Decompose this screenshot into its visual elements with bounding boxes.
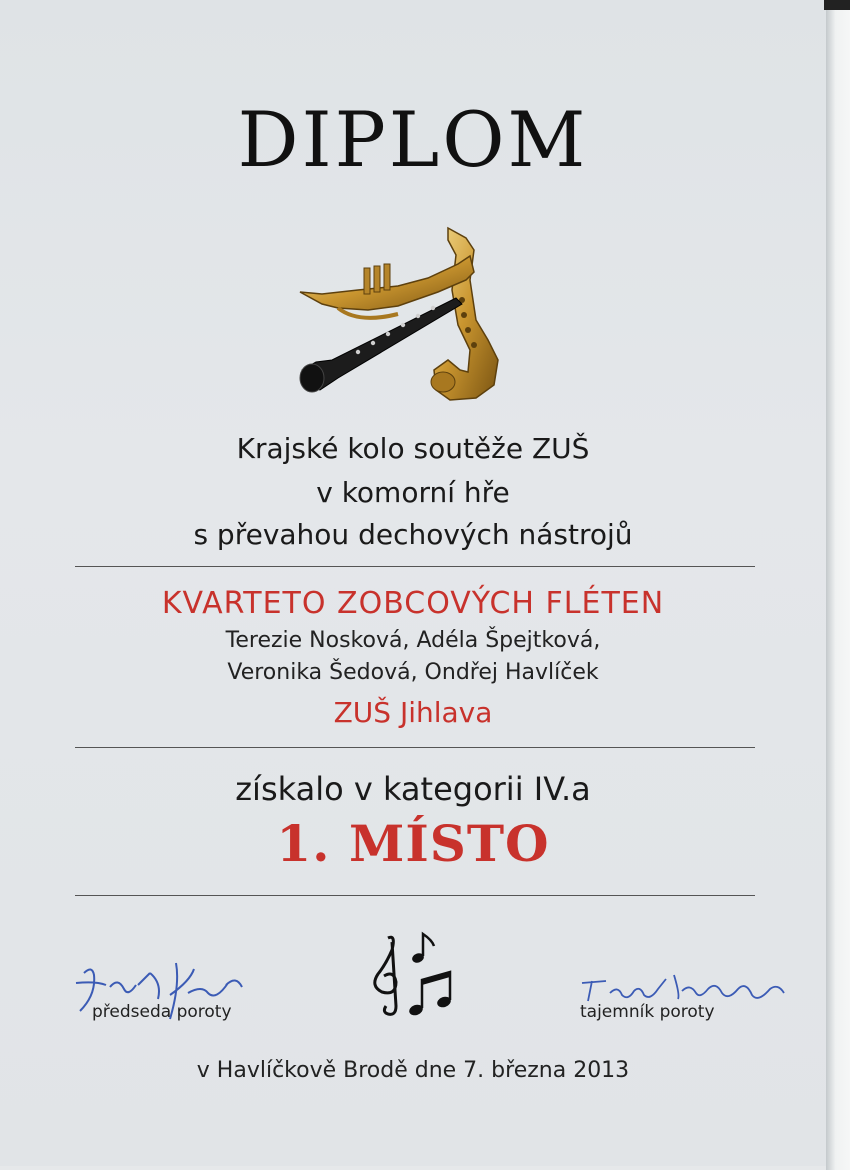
chairman-label: předseda poroty <box>92 1002 232 1022</box>
music-notes-icon <box>366 930 461 1022</box>
members-line-1: Terezie Nosková, Adéla Špejtková, <box>225 628 601 653</box>
divider <box>75 747 755 748</box>
scan-edge <box>826 0 850 1170</box>
secretary-label: tajemník poroty <box>580 1002 715 1022</box>
award-category: získalo v kategorii IV.a <box>235 770 591 808</box>
place-and-date: v Havlíčkově Brodě dne 7. března 2013 <box>196 1058 630 1083</box>
diploma-title: DIPLOM <box>237 95 589 184</box>
contest-line-1: Krajské kolo soutěže ZUŠ <box>236 432 590 465</box>
contest-line-2: v komorní hře <box>316 476 510 509</box>
divider <box>75 566 755 567</box>
school-name: ZUŠ Jihlava <box>333 696 493 729</box>
contest-line-3: s převahou dechových nástrojů <box>193 518 633 551</box>
members-line-2: Veronika Šedová, Ondřej Havlíček <box>227 660 599 685</box>
instruments-illustration <box>298 220 513 405</box>
award-place: 1. MÍSTO <box>276 814 550 873</box>
ensemble-name: KVARTETO ZOBCOVÝCH FLÉTEN <box>161 586 665 621</box>
scan-mark <box>824 0 850 10</box>
divider <box>75 895 755 896</box>
